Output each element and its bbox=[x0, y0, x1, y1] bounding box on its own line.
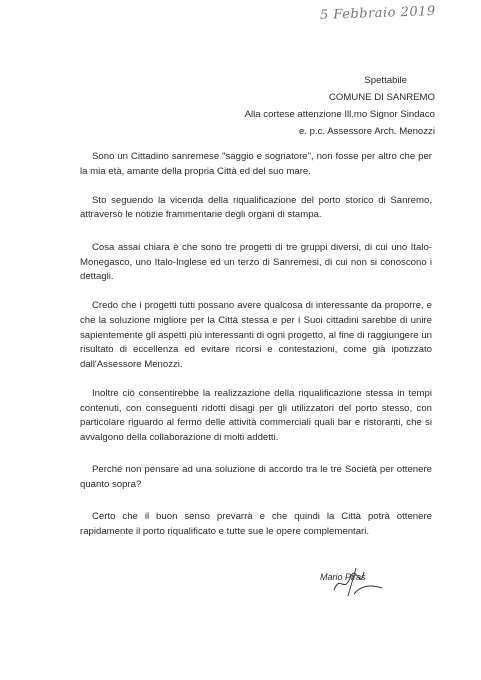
signature-scribble-icon bbox=[330, 564, 390, 600]
paragraph-6: Perché non pensare ad una soluzione di accordo tra le tre Società per ottenere quanto sopra? bbox=[80, 464, 432, 490]
recipient-block bbox=[195, 72, 435, 140]
paragraph-3: Cosa assai chiara è che sono tre progetti di tre gruppi diversi, di cui uno Italo-Monegasco, uno Italo-Inglese ed un terzo di Sanremesi, di cui non si conoscono i dettagli. bbox=[80, 241, 432, 283]
letter-body bbox=[80, 150, 432, 554]
paragraph-7: Certo che il buon senso prevarrà e che quindi la Città potrà ottenere rapidamente il porto riqualificato e tutte sue le opere complementari. bbox=[80, 511, 432, 538]
recipient-cc: e. p.c. Assessore Arch. Menozzi bbox=[299, 126, 435, 137]
paragraph-4: Credo che i progetti tutti possano avere qualcosa di interessante da proporre, e che la soluzione migliore per la Città stessa e per i Suoi cittadini sarebbe di unire sapientemente gli aspetti più interessanti di ogni progetto, al fine di raggiungere un risultato di eccellenza ed evitare ricorsi e contestazioni, come già ipotizzato dall'Assessore Menozzi. bbox=[80, 300, 432, 370]
handwritten-date: 5 Febbraio 2019 bbox=[319, 3, 436, 24]
paragraph-2: Sto seguendo la vicenda della riqualificazione del porto storico di Sanremo, attraverso le notizie frammentarie degli organi di stampa. bbox=[80, 194, 432, 221]
paragraph-1: Sono un Cittadino sanremese "saggio e sognatore", non fosse per altro che per la mia età, amante della propria Città ed del suo mare. bbox=[80, 151, 432, 177]
recipient-salutation: Spettabile bbox=[364, 75, 407, 86]
paragraph-5: Inoltre ciò consentirebbe la realizzazione della riqualificazione stessa in tempi contenuti, con conseguenti ridotti disagi per gli utilizzatori del porto stesso, con particolare riguardo al fermo delle attività commerciali quali bar e ristoranti, che si avvalgono della collaborazione di molti addetti. bbox=[80, 387, 432, 443]
signature-block bbox=[320, 572, 366, 582]
recipient-attention: Alla cortese attenzione Ill.mo Signor Sindaco bbox=[244, 109, 435, 120]
signature-name: Mario Piras bbox=[320, 572, 366, 582]
recipient-name: COMUNE DI SANREMO bbox=[328, 92, 435, 103]
